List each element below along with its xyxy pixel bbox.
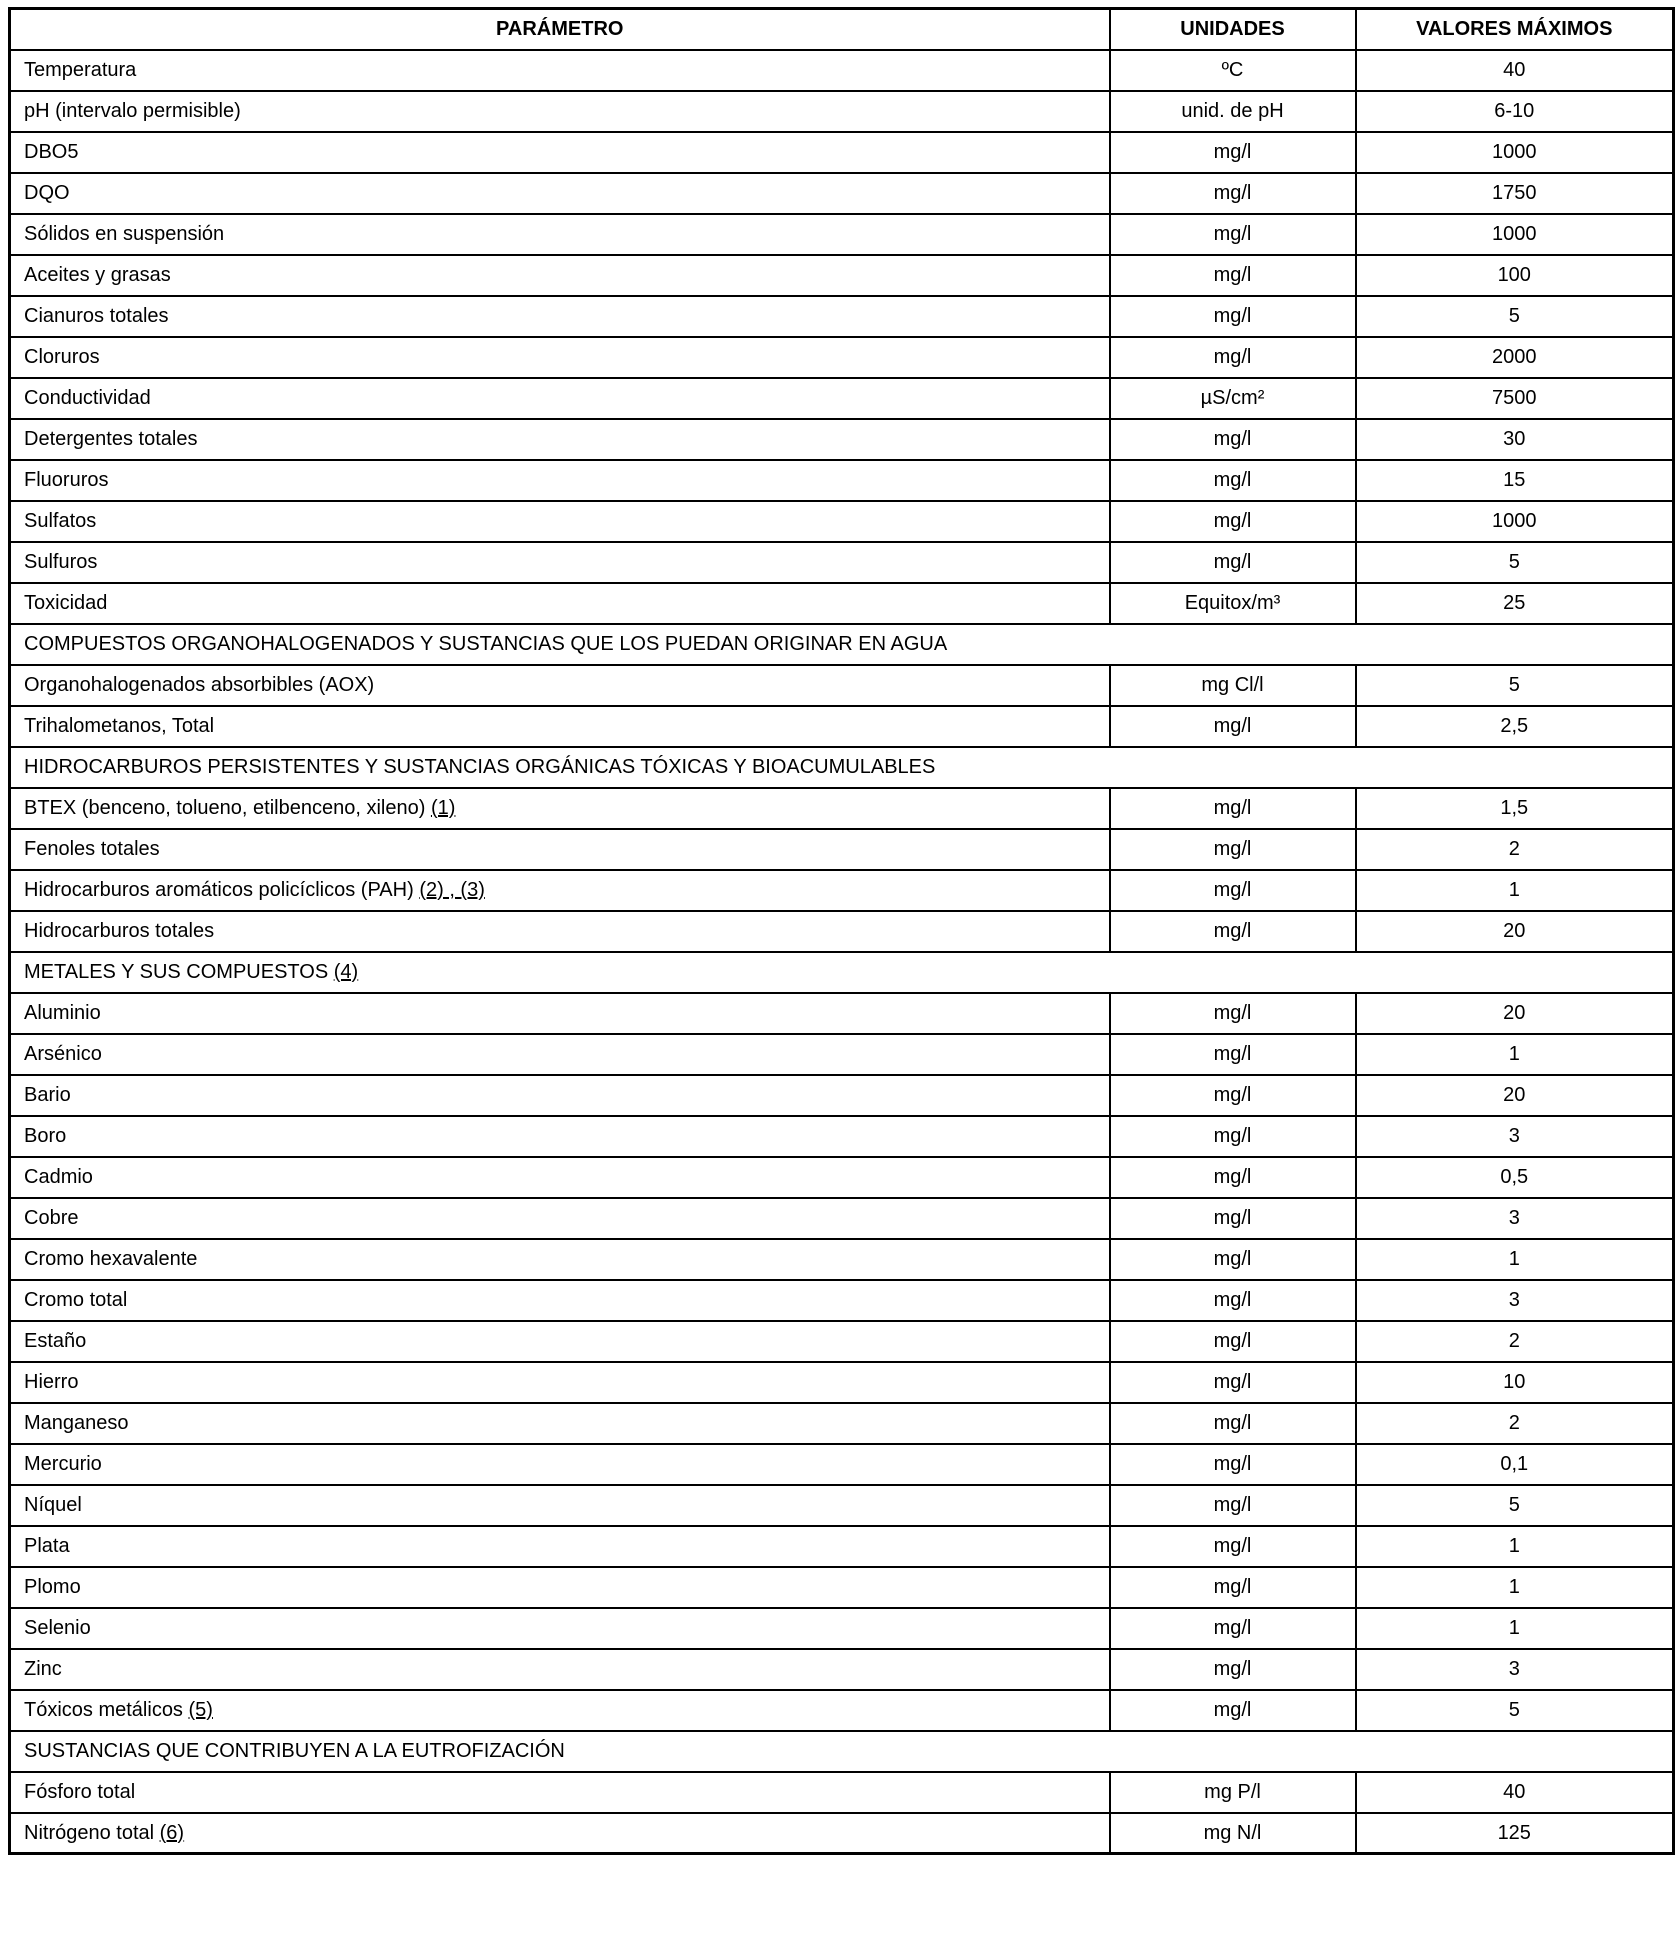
table-row — [10, 665, 1674, 706]
units-cell: mg/l — [1110, 829, 1356, 870]
table-row — [10, 296, 1674, 337]
parameters-table — [8, 7, 1675, 1855]
max-value-cell: 1 — [1356, 1239, 1674, 1280]
max-value-cell: 1 — [1356, 1034, 1674, 1075]
units-cell: mg/l — [1110, 1280, 1356, 1321]
units-cell: mg/l — [1110, 255, 1356, 296]
max-value-cell: 20 — [1356, 1075, 1674, 1116]
table-body — [10, 50, 1674, 1854]
section-row — [10, 624, 1674, 665]
units-cell: mg/l — [1110, 542, 1356, 583]
param-cell: Cadmio — [10, 1157, 1110, 1198]
footnote-ref[interactable]: (1) — [430, 797, 456, 819]
units-cell: mg/l — [1110, 214, 1356, 255]
param-cell: Conductividad — [10, 378, 1110, 419]
param-cell: Aluminio — [10, 993, 1110, 1034]
footnote-ref[interactable]: (2) , (3) — [419, 879, 485, 901]
units-cell: ºC — [1110, 50, 1356, 91]
max-value-cell: 40 — [1356, 1772, 1674, 1813]
param-cell: Cromo total — [10, 1280, 1110, 1321]
table-row — [10, 1362, 1674, 1403]
param-cell: Sulfuros — [10, 542, 1110, 583]
max-value-cell: 5 — [1356, 665, 1674, 706]
max-value-cell: 40 — [1356, 50, 1674, 91]
section-label: METALES Y SUS COMPUESTOS (4) — [10, 952, 1674, 993]
units-cell: mg/l — [1110, 1239, 1356, 1280]
max-value-cell: 7500 — [1356, 378, 1674, 419]
param-cell: Zinc — [10, 1649, 1110, 1690]
footnote-ref[interactable]: (5) — [188, 1699, 213, 1721]
header-valores-maximos: VALORES MÁXIMOS — [1356, 9, 1674, 50]
footnote-ref[interactable]: (6) — [159, 1821, 185, 1844]
param-cell: BTEX (benceno, tolueno, etilbenceno, xileno) (1) — [10, 788, 1110, 829]
param-cell: Tóxicos metálicos (5) — [10, 1690, 1110, 1731]
param-cell: Organohalogenados absorbibles (AOX) — [10, 665, 1110, 706]
param-cell: Toxicidad — [10, 583, 1110, 624]
max-value-cell: 5 — [1356, 296, 1674, 337]
units-cell: µS/cm² — [1110, 378, 1356, 419]
table-row — [10, 1198, 1674, 1239]
max-value-cell: 5 — [1356, 1485, 1674, 1526]
param-cell: Cianuros totales — [10, 296, 1110, 337]
table-row — [10, 1813, 1674, 1854]
max-value-cell: 1 — [1356, 870, 1674, 911]
units-cell: mg/l — [1110, 1157, 1356, 1198]
param-cell: Arsénico — [10, 1034, 1110, 1075]
table-row — [10, 419, 1674, 460]
units-cell: mg/l — [1110, 870, 1356, 911]
units-cell: mg/l — [1110, 1608, 1356, 1649]
param-cell: Boro — [10, 1116, 1110, 1157]
max-value-cell: 2000 — [1356, 337, 1674, 378]
units-cell: mg/l — [1110, 296, 1356, 337]
max-value-cell: 10 — [1356, 1362, 1674, 1403]
max-value-cell: 15 — [1356, 460, 1674, 501]
table-row — [10, 911, 1674, 952]
param-cell: Cobre — [10, 1198, 1110, 1239]
max-value-cell: 100 — [1356, 255, 1674, 296]
table-row — [10, 706, 1674, 747]
max-value-cell: 1750 — [1356, 173, 1674, 214]
units-cell: mg/l — [1110, 1485, 1356, 1526]
max-value-cell: 1000 — [1356, 214, 1674, 255]
param-cell: Fósforo total — [10, 1772, 1110, 1813]
max-value-cell: 1000 — [1356, 132, 1674, 173]
table-row — [10, 50, 1674, 91]
units-cell: mg P/l — [1110, 1772, 1356, 1813]
section-label: SUSTANCIAS QUE CONTRIBUYEN A LA EUTROFIZACIÓN — [10, 1731, 1674, 1772]
table-row — [10, 829, 1674, 870]
param-cell: Níquel — [10, 1485, 1110, 1526]
max-value-cell: 30 — [1356, 419, 1674, 460]
table-row — [10, 1280, 1674, 1321]
table-row — [10, 1649, 1674, 1690]
table-row — [10, 1690, 1674, 1731]
param-cell: Fluoruros — [10, 460, 1110, 501]
param-cell: Hidrocarburos aromáticos policíclicos (PAH) (2) , (3) — [10, 870, 1110, 911]
max-value-cell: 3 — [1356, 1649, 1674, 1690]
units-cell: mg/l — [1110, 1526, 1356, 1567]
table-row — [10, 788, 1674, 829]
table-row — [10, 378, 1674, 419]
table-header-row — [10, 9, 1674, 50]
table-row — [10, 337, 1674, 378]
max-value-cell: 25 — [1356, 583, 1674, 624]
units-cell: mg/l — [1110, 1075, 1356, 1116]
max-value-cell: 2 — [1356, 1403, 1674, 1444]
table-row — [10, 91, 1674, 132]
header-parametro: PARÁMETRO — [10, 9, 1110, 50]
max-value-cell: 125 — [1356, 1813, 1674, 1854]
param-cell: Temperatura — [10, 50, 1110, 91]
max-value-cell: 2 — [1356, 829, 1674, 870]
table-row — [10, 1034, 1674, 1075]
max-value-cell: 1,5 — [1356, 788, 1674, 829]
units-cell: mg/l — [1110, 1403, 1356, 1444]
max-value-cell: 0,1 — [1356, 1444, 1674, 1485]
param-cell: Hierro — [10, 1362, 1110, 1403]
table-row — [10, 255, 1674, 296]
table-row — [10, 1485, 1674, 1526]
max-value-cell: 5 — [1356, 542, 1674, 583]
header-unidades: UNIDADES — [1110, 9, 1356, 50]
units-cell: mg/l — [1110, 1116, 1356, 1157]
units-cell: mg/l — [1110, 1321, 1356, 1362]
param-cell: Plata — [10, 1526, 1110, 1567]
param-cell: Selenio — [10, 1608, 1110, 1649]
units-cell: mg/l — [1110, 501, 1356, 542]
section-label: COMPUESTOS ORGANOHALOGENADOS Y SUSTANCIAS QUE LOS PUEDAN ORIGINAR EN AGUA — [10, 624, 1674, 665]
param-cell: Cloruros — [10, 337, 1110, 378]
units-cell: mg N/l — [1110, 1813, 1356, 1854]
table-row — [10, 1526, 1674, 1567]
table-row — [10, 1608, 1674, 1649]
param-cell: Detergentes totales — [10, 419, 1110, 460]
param-cell: Plomo — [10, 1567, 1110, 1608]
table-row — [10, 1444, 1674, 1485]
table-row — [10, 214, 1674, 255]
units-cell: mg/l — [1110, 911, 1356, 952]
table-row — [10, 501, 1674, 542]
units-cell: mg/l — [1110, 1690, 1356, 1731]
table-row — [10, 542, 1674, 583]
table-row — [10, 1239, 1674, 1280]
table-row — [10, 1321, 1674, 1362]
table-row — [10, 870, 1674, 911]
section-row — [10, 747, 1674, 788]
units-cell: mg/l — [1110, 1567, 1356, 1608]
units-cell: mg/l — [1110, 132, 1356, 173]
param-cell: Mercurio — [10, 1444, 1110, 1485]
param-cell: Aceites y grasas — [10, 255, 1110, 296]
max-value-cell: 20 — [1356, 993, 1674, 1034]
table-row — [10, 1403, 1674, 1444]
table-row — [10, 1772, 1674, 1813]
section-row — [10, 1731, 1674, 1772]
units-cell: mg/l — [1110, 337, 1356, 378]
max-value-cell: 6-10 — [1356, 91, 1674, 132]
param-cell: Estaño — [10, 1321, 1110, 1362]
units-cell: mg/l — [1110, 706, 1356, 747]
max-value-cell: 2,5 — [1356, 706, 1674, 747]
param-cell: Cromo hexavalente — [10, 1239, 1110, 1280]
param-cell: Sólidos en suspensión — [10, 214, 1110, 255]
units-cell: mg/l — [1110, 1198, 1356, 1239]
table-row — [10, 173, 1674, 214]
table-row — [10, 1116, 1674, 1157]
max-value-cell: 1 — [1356, 1608, 1674, 1649]
param-cell: Bario — [10, 1075, 1110, 1116]
table-row — [10, 1157, 1674, 1198]
param-cell: Nitrógeno total (6) — [10, 1813, 1110, 1854]
table-row — [10, 583, 1674, 624]
section-label: HIDROCARBUROS PERSISTENTES Y SUSTANCIAS ORGÁNICAS TÓXICAS Y BIOACUMULABLES — [10, 747, 1674, 788]
units-cell: mg/l — [1110, 419, 1356, 460]
units-cell: mg/l — [1110, 1034, 1356, 1075]
units-cell: mg/l — [1110, 1444, 1356, 1485]
max-value-cell: 1 — [1356, 1526, 1674, 1567]
max-value-cell: 20 — [1356, 911, 1674, 952]
table-row — [10, 460, 1674, 501]
units-cell: mg/l — [1110, 1362, 1356, 1403]
table-row — [10, 1075, 1674, 1116]
max-value-cell: 1000 — [1356, 501, 1674, 542]
param-cell: Sulfatos — [10, 501, 1110, 542]
footnote-ref[interactable]: (4) — [333, 961, 359, 983]
param-cell: DBO5 — [10, 132, 1110, 173]
units-cell: mg/l — [1110, 1649, 1356, 1690]
units-cell: mg/l — [1110, 993, 1356, 1034]
table-row — [10, 132, 1674, 173]
param-cell: Trihalometanos, Total — [10, 706, 1110, 747]
units-cell: mg/l — [1110, 173, 1356, 214]
table-row — [10, 993, 1674, 1034]
max-value-cell: 3 — [1356, 1280, 1674, 1321]
param-cell: DQO — [10, 173, 1110, 214]
max-value-cell: 3 — [1356, 1198, 1674, 1239]
max-value-cell: 0,5 — [1356, 1157, 1674, 1198]
max-value-cell: 1 — [1356, 1567, 1674, 1608]
units-cell: Equitox/m³ — [1110, 583, 1356, 624]
max-value-cell: 2 — [1356, 1321, 1674, 1362]
param-cell: pH (intervalo permisible) — [10, 91, 1110, 132]
units-cell: mg/l — [1110, 460, 1356, 501]
units-cell: unid. de pH — [1110, 91, 1356, 132]
section-row — [10, 952, 1674, 993]
param-cell: Manganeso — [10, 1403, 1110, 1444]
units-cell: mg Cl/l — [1110, 665, 1356, 706]
max-value-cell: 3 — [1356, 1116, 1674, 1157]
param-cell: Hidrocarburos totales — [10, 911, 1110, 952]
max-value-cell: 5 — [1356, 1690, 1674, 1731]
units-cell: mg/l — [1110, 788, 1356, 829]
param-cell: Fenoles totales — [10, 829, 1110, 870]
table-row — [10, 1567, 1674, 1608]
